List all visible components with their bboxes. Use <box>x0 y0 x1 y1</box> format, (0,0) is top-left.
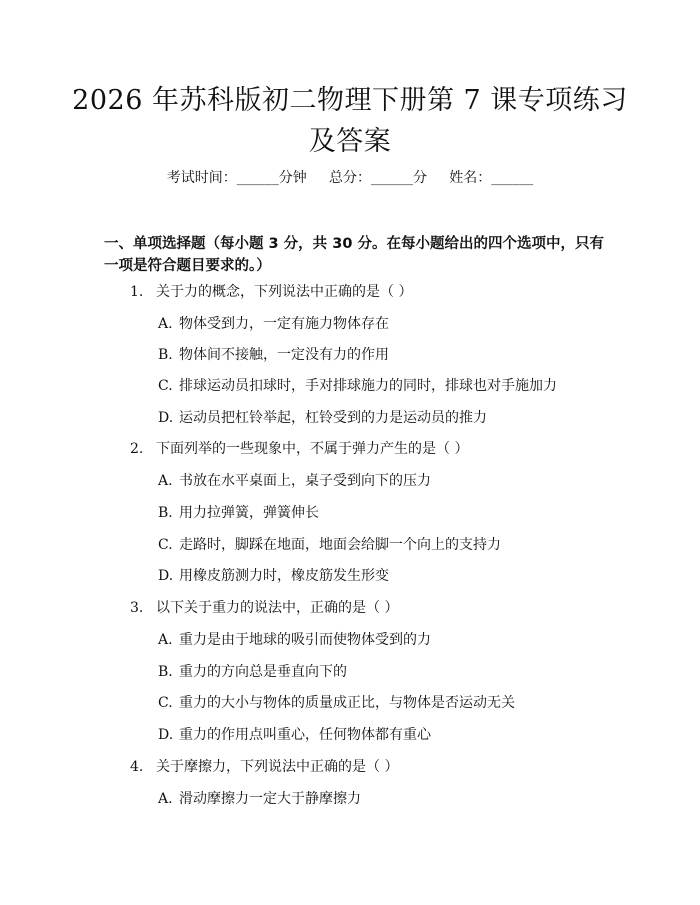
question-number: 4. <box>130 759 144 775</box>
question-1-stem <box>130 283 412 301</box>
question-number: 2. <box>130 441 144 457</box>
page-title-line-1: 2026 年苏科版初二物理下册第 7 课专项练习 <box>72 85 628 116</box>
option-text: 走路时，脚踩在地面，地面会给脚一个向上的支持力 <box>179 537 501 553</box>
question-3-option-d <box>158 726 431 744</box>
option-text: 重力的方向总是垂直向下的 <box>179 664 347 680</box>
question-2-stem <box>130 440 468 458</box>
option-letter: A. <box>158 632 173 648</box>
option-text: 运动员把杠铃举起，杠铃受到的力是运动员的推力 <box>179 410 487 426</box>
option-letter: C. <box>158 695 173 711</box>
option-letter: B. <box>158 347 173 363</box>
option-letter: A. <box>158 316 173 332</box>
option-letter: C. <box>158 537 173 553</box>
option-text: 用力拉弹簧，弹簧伸长 <box>179 505 319 521</box>
question-1-option-a <box>158 315 389 333</box>
question-4-option-a <box>158 790 361 808</box>
option-text: 书放在水平桌面上，桌子受到向下的压力 <box>179 473 431 489</box>
question-text: 下面列举的一些现象中，不属于弹力产生的是（ ） <box>156 441 469 457</box>
option-text: 重力的作用点叫重心，任何物体都有重心 <box>179 727 431 743</box>
option-text: 重力的大小与物体的质量成正比，与物体是否运动无关 <box>179 695 515 711</box>
question-2-option-c <box>158 536 501 554</box>
option-text: 物体间不接触，一定没有力的作用 <box>179 347 389 363</box>
section-heading: 一、单项选择题（每小题 3 分，共 30 分。在每小题给出的四个选项中，只有一项是符合题目要求的。） <box>104 236 604 274</box>
question-number: 3. <box>130 600 144 616</box>
page-title-line-2: 及答案 <box>308 126 392 157</box>
question-4-stem <box>130 758 398 776</box>
option-letter: D. <box>158 568 174 584</box>
exam-meta-line: 考试时间：______分钟 总分：______分 姓名：______ <box>166 170 534 186</box>
question-text: 以下关于重力的说法中，正确的是（ ） <box>156 600 399 616</box>
option-letter: B. <box>158 505 173 521</box>
option-text: 排球运动员扣球时，手对排球施力的同时，排球也对手施加力 <box>179 378 557 394</box>
question-1-option-c <box>158 377 557 395</box>
option-letter: B. <box>158 664 173 680</box>
option-letter: D. <box>158 727 174 743</box>
option-text: 重力是由于地球的吸引而使物体受到的力 <box>179 632 431 648</box>
question-3-option-b <box>158 663 347 681</box>
option-letter: D. <box>158 410 174 426</box>
question-1-option-b <box>158 346 389 364</box>
option-letter: A. <box>158 473 173 489</box>
question-3-option-c <box>158 694 515 712</box>
question-2-option-a <box>158 472 431 490</box>
question-3-stem <box>130 599 398 617</box>
page-title <box>60 80 640 162</box>
question-2-option-d <box>158 567 389 585</box>
question-1-option-d <box>158 409 487 427</box>
question-2-option-b <box>158 504 319 522</box>
option-text: 滑动摩擦力一定大于静摩擦力 <box>179 791 361 807</box>
option-letter: A. <box>158 791 173 807</box>
question-text: 关于力的概念，下列说法中正确的是（ ） <box>156 284 413 300</box>
question-text: 关于摩擦力，下列说法中正确的是（ ） <box>156 759 399 775</box>
option-letter: C. <box>158 378 173 394</box>
option-text: 物体受到力，一定有施力物体存在 <box>179 316 389 332</box>
question-number: 1. <box>130 284 144 300</box>
question-3-option-a <box>158 631 431 649</box>
option-text: 用橡皮筋测力时，橡皮筋发生形变 <box>179 568 389 584</box>
